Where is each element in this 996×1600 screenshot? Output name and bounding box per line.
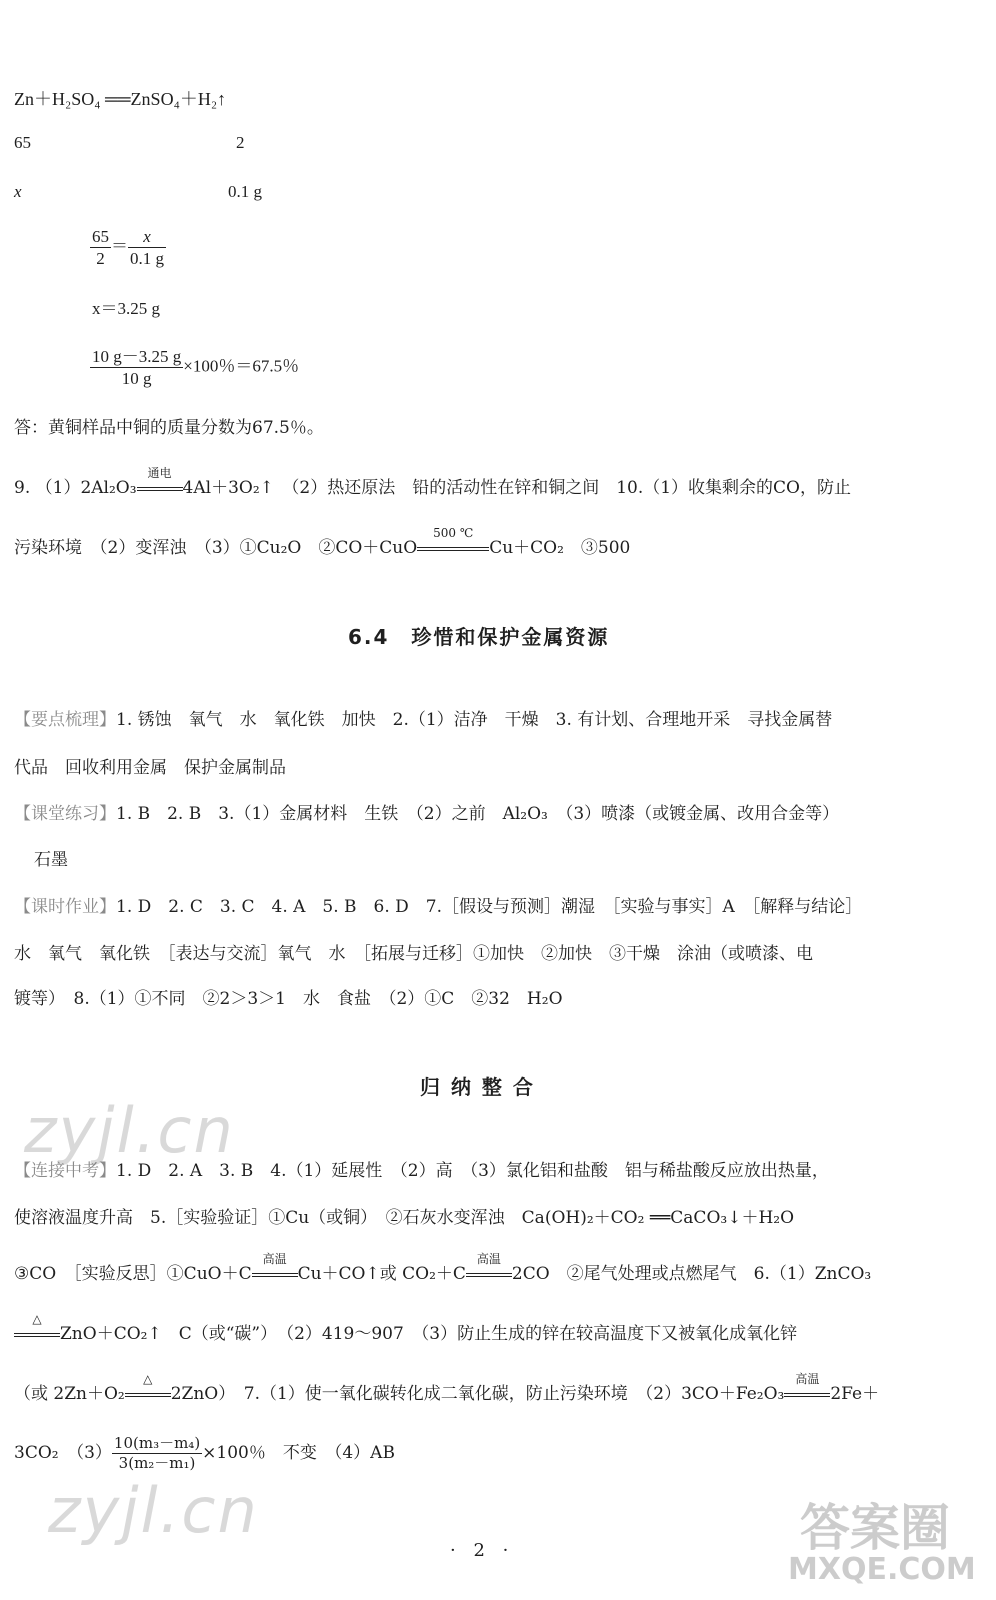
percent-calculation: $\frac{10 g-3.25 g}{10 g}$ ×100％＝67.5％ bbox=[92, 347, 300, 388]
class-practice-line-2: 石墨 bbox=[34, 850, 68, 870]
answer-line: 答：黄铜样品中铜的质量分数为67.5％。 bbox=[14, 418, 324, 438]
key-points-line-1: 【要点梳理】1. 锈蚀 氧气 水 氧化铁 加快 2.（1）洁净 干燥 3. 有计划、合理地开采 寻找金属替 bbox=[14, 710, 833, 730]
h2-mass: 0.1 g bbox=[228, 182, 262, 201]
q9-line-1: 9. （1）2Al₂O₃ 通电 4Al＋3O₂↑ （2）热还原法 铅的活动性在锌和铜之间 10.（1）收集剩余的CO，防止 bbox=[14, 466, 851, 498]
key-points-tag: 【要点梳理】 bbox=[14, 710, 116, 730]
class-practice-tag: 【课堂练习】 bbox=[14, 804, 116, 824]
summary-title: 归 纳 整 合 bbox=[420, 1075, 535, 1099]
class-practice-line-1: 【课堂练习】1. B 2. B 3.（1）金属材料 生铁 （2）之前 Al₂O₃ （3）喷漆（或镀金属、改用合金等） bbox=[14, 804, 840, 824]
watermark-answer-circle: 答案圈 bbox=[800, 1499, 950, 1557]
reaction-equation: Zn＋H₂SO₄ ══ZnSO₄＋H₂↑ bbox=[14, 89, 227, 109]
h2-molar-mass: 2 bbox=[236, 133, 245, 152]
exam-link-tag: 【连接中考】 bbox=[14, 1161, 116, 1181]
summary-line-2: 使溶液温度升高 5.［实验验证］①Cu（或铜） ②石灰水变浑浊 Ca(OH)₂＋CO₂ ══CaCO₃↓＋H₂O bbox=[14, 1208, 795, 1228]
summary-line-6: 3CO₂ （3） $\frac{\text{10(m₃－m₄)}}{\text{3(m₂－m₁)}}$ ×100％ 不变 （4）AB bbox=[14, 1434, 395, 1472]
summary-line-1: 【连接中考】1. D 2. A 3. B 4.（1）延展性 （2）高 （3）氯化铝和盐酸 铝与稀盐酸反应放出热量， bbox=[14, 1161, 829, 1181]
section-title-6-4: 6.4 珍惜和保护金属资源 bbox=[348, 625, 610, 649]
ratio-equation: $\frac{65}{2}$ ＝ $\frac{x}{0.1 g}$ bbox=[92, 227, 164, 268]
page-number: · 2 · bbox=[450, 1540, 515, 1561]
homework-line-2: 水 氧气 氧化铁 ［表达与交流］氧气 水 ［拓展与迁移］①加快 ②加快 ③干燥 涂油（或喷漆、电 bbox=[14, 944, 813, 964]
homework-line-1: 【课时作业】1. D 2. C 3. C 4. A 5. B 6. D 7.［假设与预测］潮湿 ［实验与事实］A ［解释与结论］ bbox=[14, 897, 863, 917]
q9-line-2: 污染环境 （2）变浑浊 （3）①Cu₂O ②CO＋CuO 500 ℃ Cu＋CO₂ ③500 bbox=[14, 526, 631, 558]
summary-line-4: △ ZnO＋CO₂↑ C（或“碳”） （2）419～907 （3）防止生成的锌在较高温度下又被氧化成氧化锌 bbox=[14, 1326, 797, 1343]
homework-tag: 【课时作业】 bbox=[14, 897, 116, 917]
key-points-line-2: 代品 回收利用金属 保护金属制品 bbox=[14, 758, 286, 778]
homework-line-3: 镀等） 8.（1）①不同 ②2＞3＞1 水 食盐 （2）①C ②32 H₂O bbox=[14, 989, 563, 1009]
unknown-x: x bbox=[14, 182, 22, 201]
summary-line-3: ③CO ［实验反思］①CuO＋C 高温 Cu＋CO↑或 CO₂＋C 高温 2CO ②尾气处理或点燃尾气 6.（1）ZnCO₃ bbox=[14, 1252, 872, 1284]
zn-molar-mass: 65 bbox=[14, 133, 31, 152]
summary-line-5: （或 2Zn＋O₂ △ 2ZnO） 7.（1）使一氧化碳转化成二氧化碳，防止污染环境 （2）3CO＋Fe₂O₃ 高温 2Fe＋ bbox=[14, 1372, 880, 1404]
watermark-mxqe: MXQE.COM bbox=[788, 1552, 976, 1587]
watermark-zyjl-1: zyjl.cn bbox=[24, 1094, 235, 1167]
x-result: x＝3.25 g bbox=[92, 299, 160, 318]
watermark-zyjl-2: zyjl.cn bbox=[48, 1474, 259, 1547]
